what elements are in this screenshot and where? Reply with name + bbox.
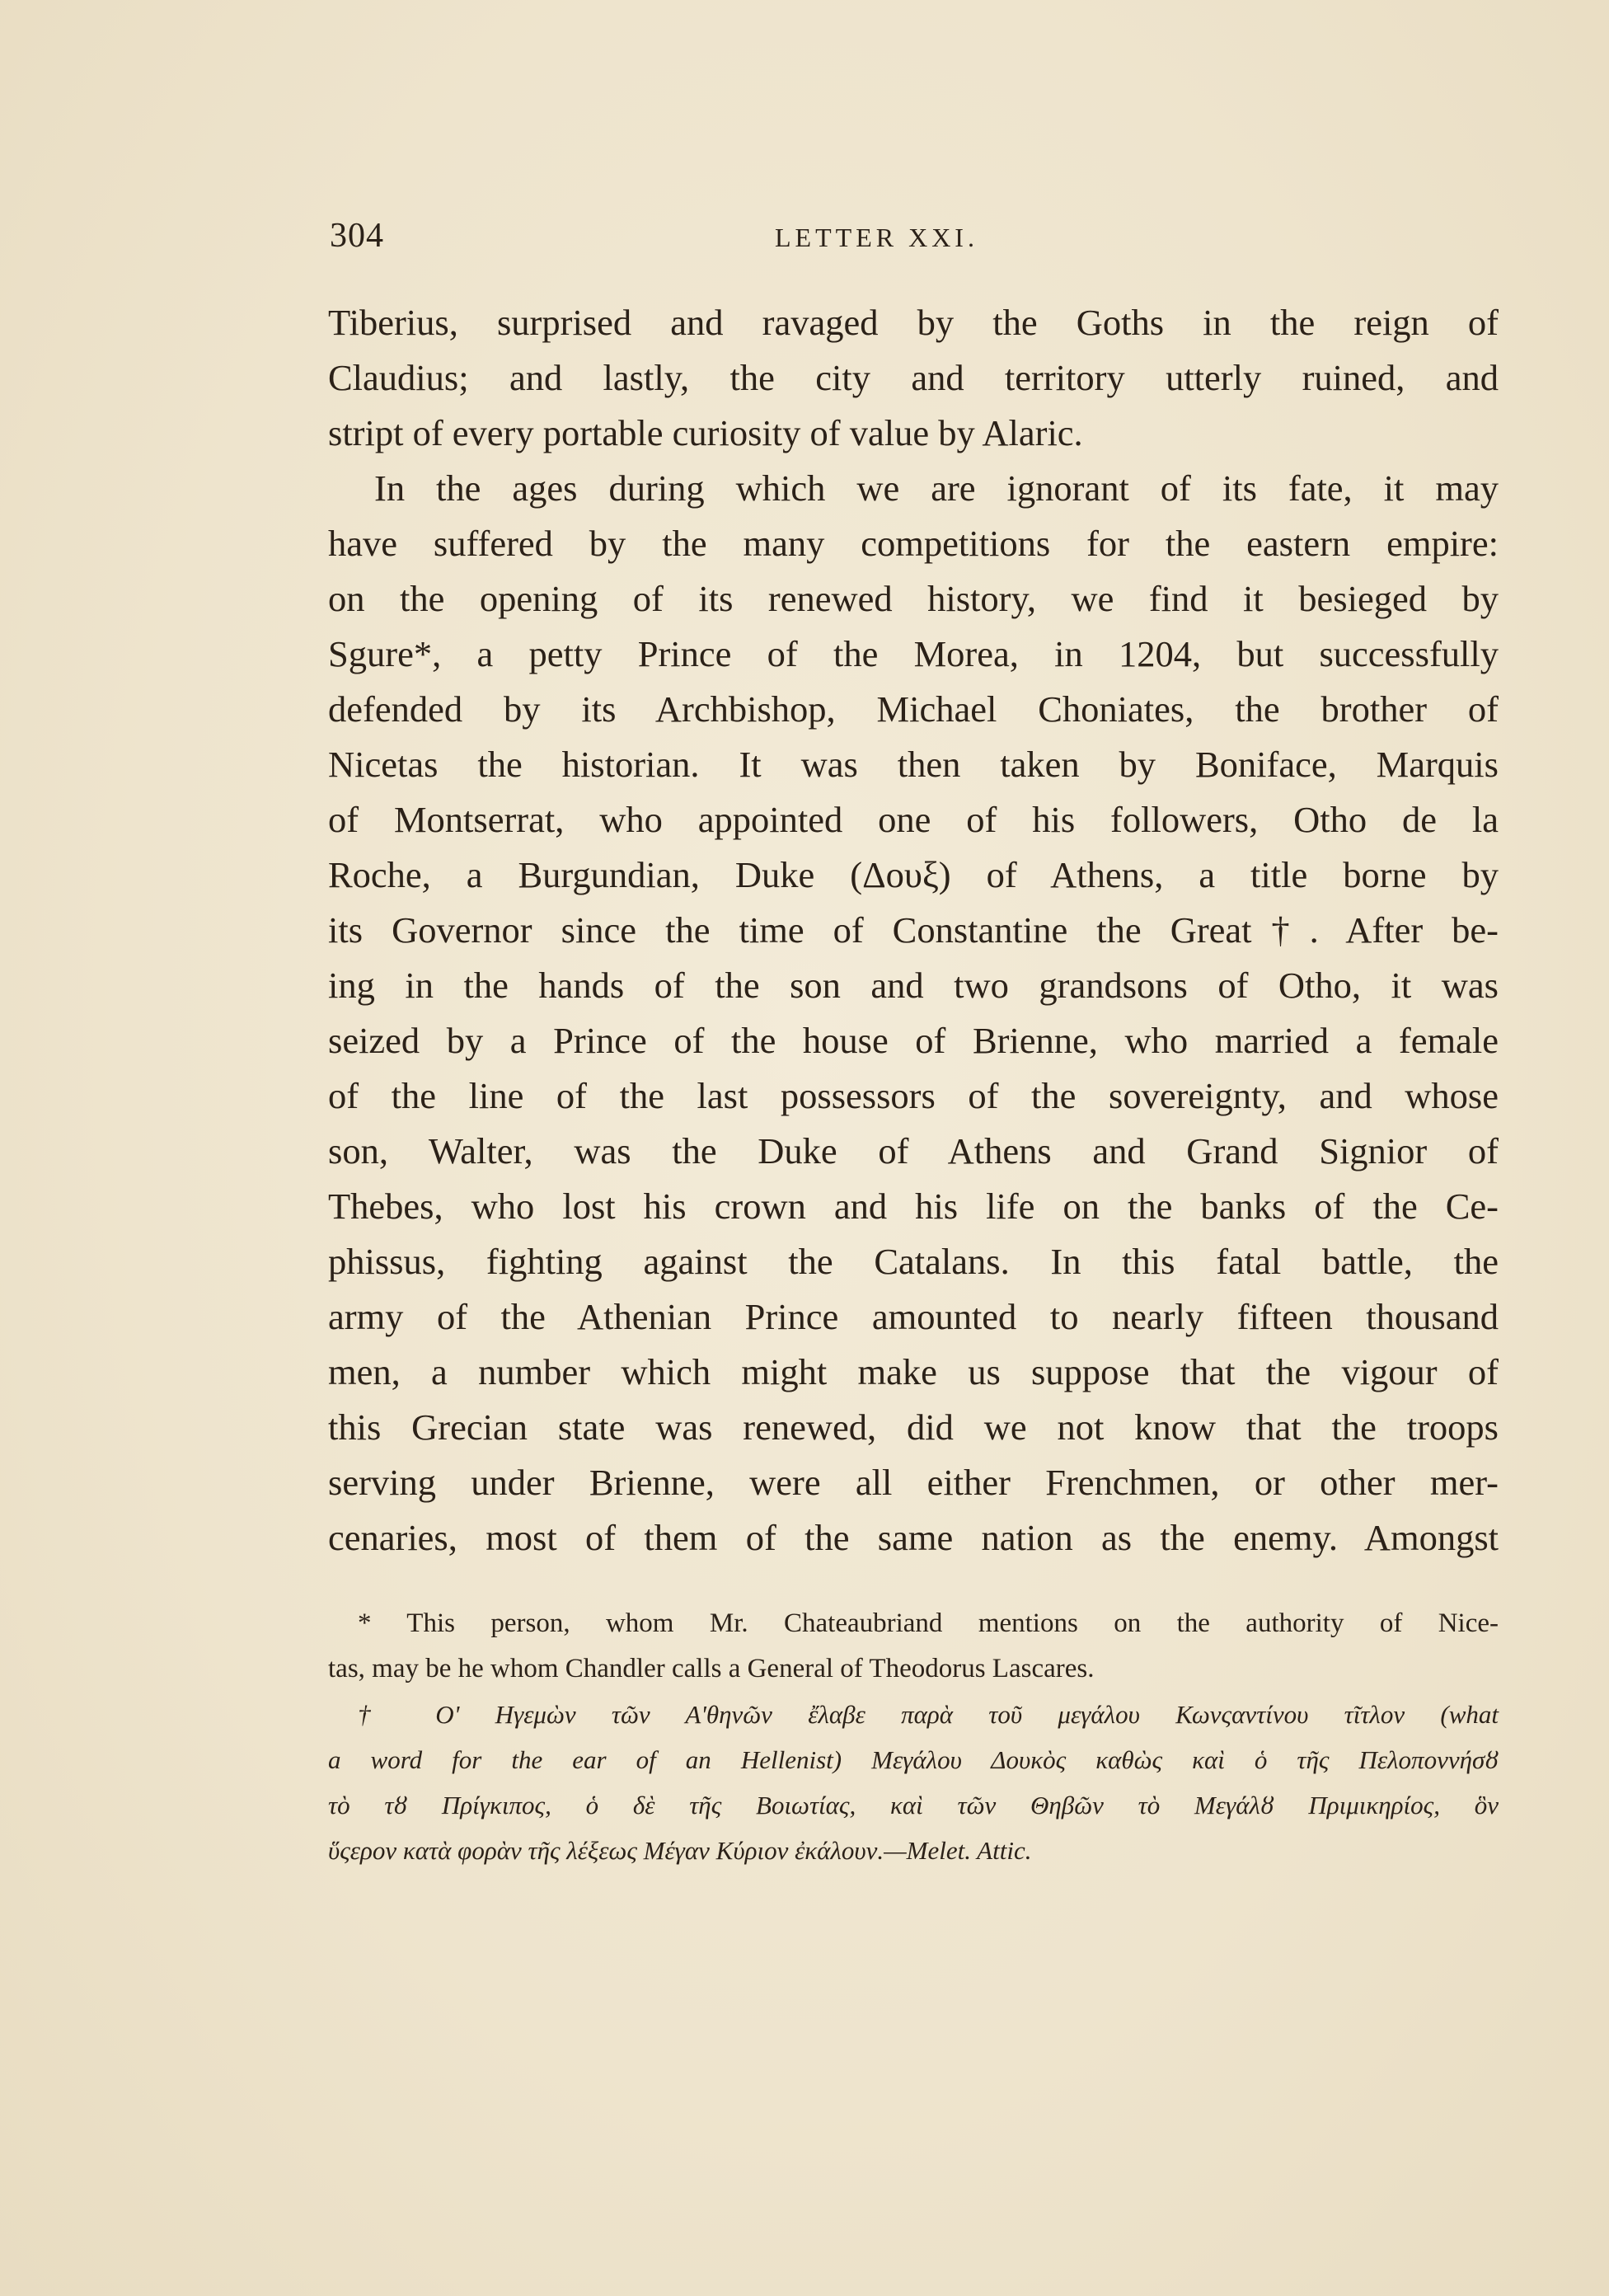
text-line: Thebes, who lost his crown and his life on the banks of the Ce- <box>328 1186 1499 1227</box>
text-line: seized by a Prince of the house of Brienne, who married a female <box>328 1020 1499 1061</box>
text-line: men, a number which might make us suppose that the vigour of <box>328 1351 1499 1392</box>
footnote-line: τὸ τȣ Πρίγκιπος, ὁ δὲ τῆς Βοιωτίας, καὶ τῶν Θηβῶν τὸ Μεγάλȣ Πριμικηρίος, ὃν <box>328 1791 1499 1819</box>
text-line: son, Walter, was the Duke of Athens and Grand Signior of <box>328 1130 1499 1171</box>
text-line: Claudius; and lastly, the city and territory utterly ruined, and <box>328 357 1499 398</box>
text-line: Nicetas the historian. It was then taken by Boniface, Marquis <box>328 744 1499 785</box>
footnote-line: ὕςερον κατὰ φορὰν τῆς λέξεως Μέγαν Κύριον ἐκάλουν.—Melet. Attic. <box>328 1836 1032 1865</box>
text-line: army of the Athenian Prince amounted to nearly fifteen thousand <box>328 1296 1499 1337</box>
text-line: on the opening of its renewed history, we find it besieged by <box>328 578 1499 619</box>
page-header <box>330 216 1484 265</box>
text-line: serving under Brienne, were all either Frenchmen, or other mer- <box>328 1462 1499 1503</box>
text-line: stript of every portable curiosity of value by Alaric. <box>328 412 1083 453</box>
footnote-line: † Ο' Ηγεμὼν τῶν Α'θηνῶν ἔλαβε παρὰ τοῦ μεγάλου Κωνςαντίνου τῖτλον (what <box>358 1700 1499 1729</box>
text-line: Tiberius, surprised and ravaged by the Goths in the reign of <box>328 302 1499 343</box>
running-title: LETTER XXI. <box>775 223 978 252</box>
text-line: of Montserrat, who appointed one of his followers, Otho de la <box>328 799 1499 840</box>
text-line: Sgure*, a petty Prince of the Morea, in 1204, but successfully <box>328 633 1499 674</box>
text-line: defended by its Archbishop, Michael Choniates, the brother of <box>328 688 1499 730</box>
text-line: this Grecian state was renewed, did we not know that the troops <box>328 1406 1499 1448</box>
text-line: Roche, a Burgundian, Duke (Δουξ) of Athens, a title borne by <box>328 854 1499 895</box>
footnotes <box>328 1601 1499 1873</box>
text-line: ing in the hands of the son and two grandsons of Otho, it was <box>328 965 1499 1006</box>
page-number: 304 <box>330 217 384 255</box>
footnote-line: tas, may be he whom Chandler calls a General of Theodorus Lascares. <box>328 1654 1095 1683</box>
main-text <box>328 295 1499 1566</box>
text-line: of the line of the last possessors of the sovereignty, and whose <box>328 1075 1499 1116</box>
footnote-line: a word for the ear of an Hellenist) Μεγάλου Δουκὸς καθὼς καὶ ὁ τῆς Πελοποννήσȣ <box>328 1745 1499 1774</box>
text-line: cenaries, most of them of the same nation as the enemy. Amongst <box>328 1517 1499 1558</box>
footnote-line: * This person, whom Mr. Chateaubriand mentions on the authority of Nice- <box>358 1608 1499 1638</box>
text-line: phissus, fighting against the Catalans. In this fatal battle, the <box>328 1241 1499 1282</box>
text-line: its Governor since the time of Constantine the Great†. After be- <box>328 909 1499 951</box>
text-line: In the ages during which we are ignorant of its fate, it may <box>374 467 1499 509</box>
text-line: have suffered by the many competitions for the eastern empire: <box>328 523 1499 564</box>
